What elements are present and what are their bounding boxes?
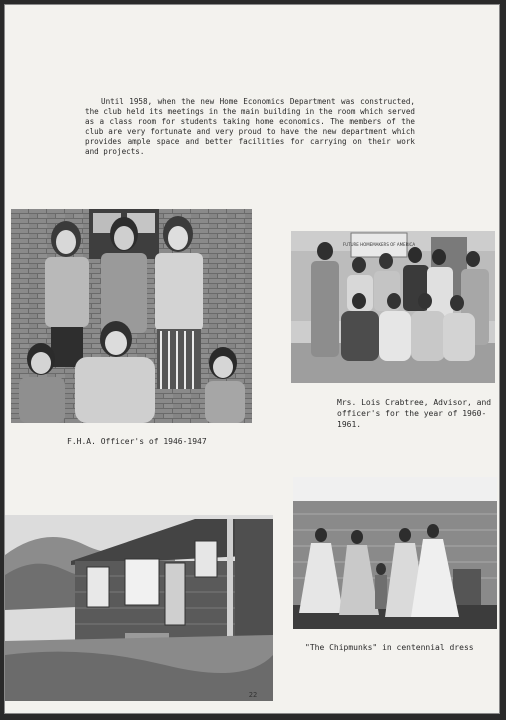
photo-home-economics-building (5, 515, 273, 701)
caption-chipmunks: "The Chipmunks" in centennial dress (305, 643, 474, 652)
caption-fha-officers-1946: F.H.A. Officer's of 1946-1947 (67, 437, 207, 446)
photo-advisor-officers-1960 (291, 231, 495, 383)
caption-advisor-line-1: Mrs. Lois Crabtree, Advisor, and (337, 398, 492, 407)
photo-chipmunks-centennial (293, 477, 497, 629)
caption-advisor-line-2: officer's for the year of 1960-1961. (337, 409, 487, 429)
photo-fha-officers-1946 (11, 209, 252, 423)
yearbook-page (4, 4, 500, 714)
intro-paragraph: Until 1958, when the new Home Economics Department was constructed, the club held its meetings in the main building in the room which served as a class room for students taking home economics. The members of the club are very fortunate and very proud to have the new department which provides ample space and better facilities for carrying on their work and projects. (85, 97, 415, 156)
caption-advisor-officers-1960 (337, 397, 499, 430)
page-number: 22 (248, 691, 258, 699)
fha-sign-text: FUTURE HOMEMAKERS OF AMERICA (342, 242, 416, 247)
